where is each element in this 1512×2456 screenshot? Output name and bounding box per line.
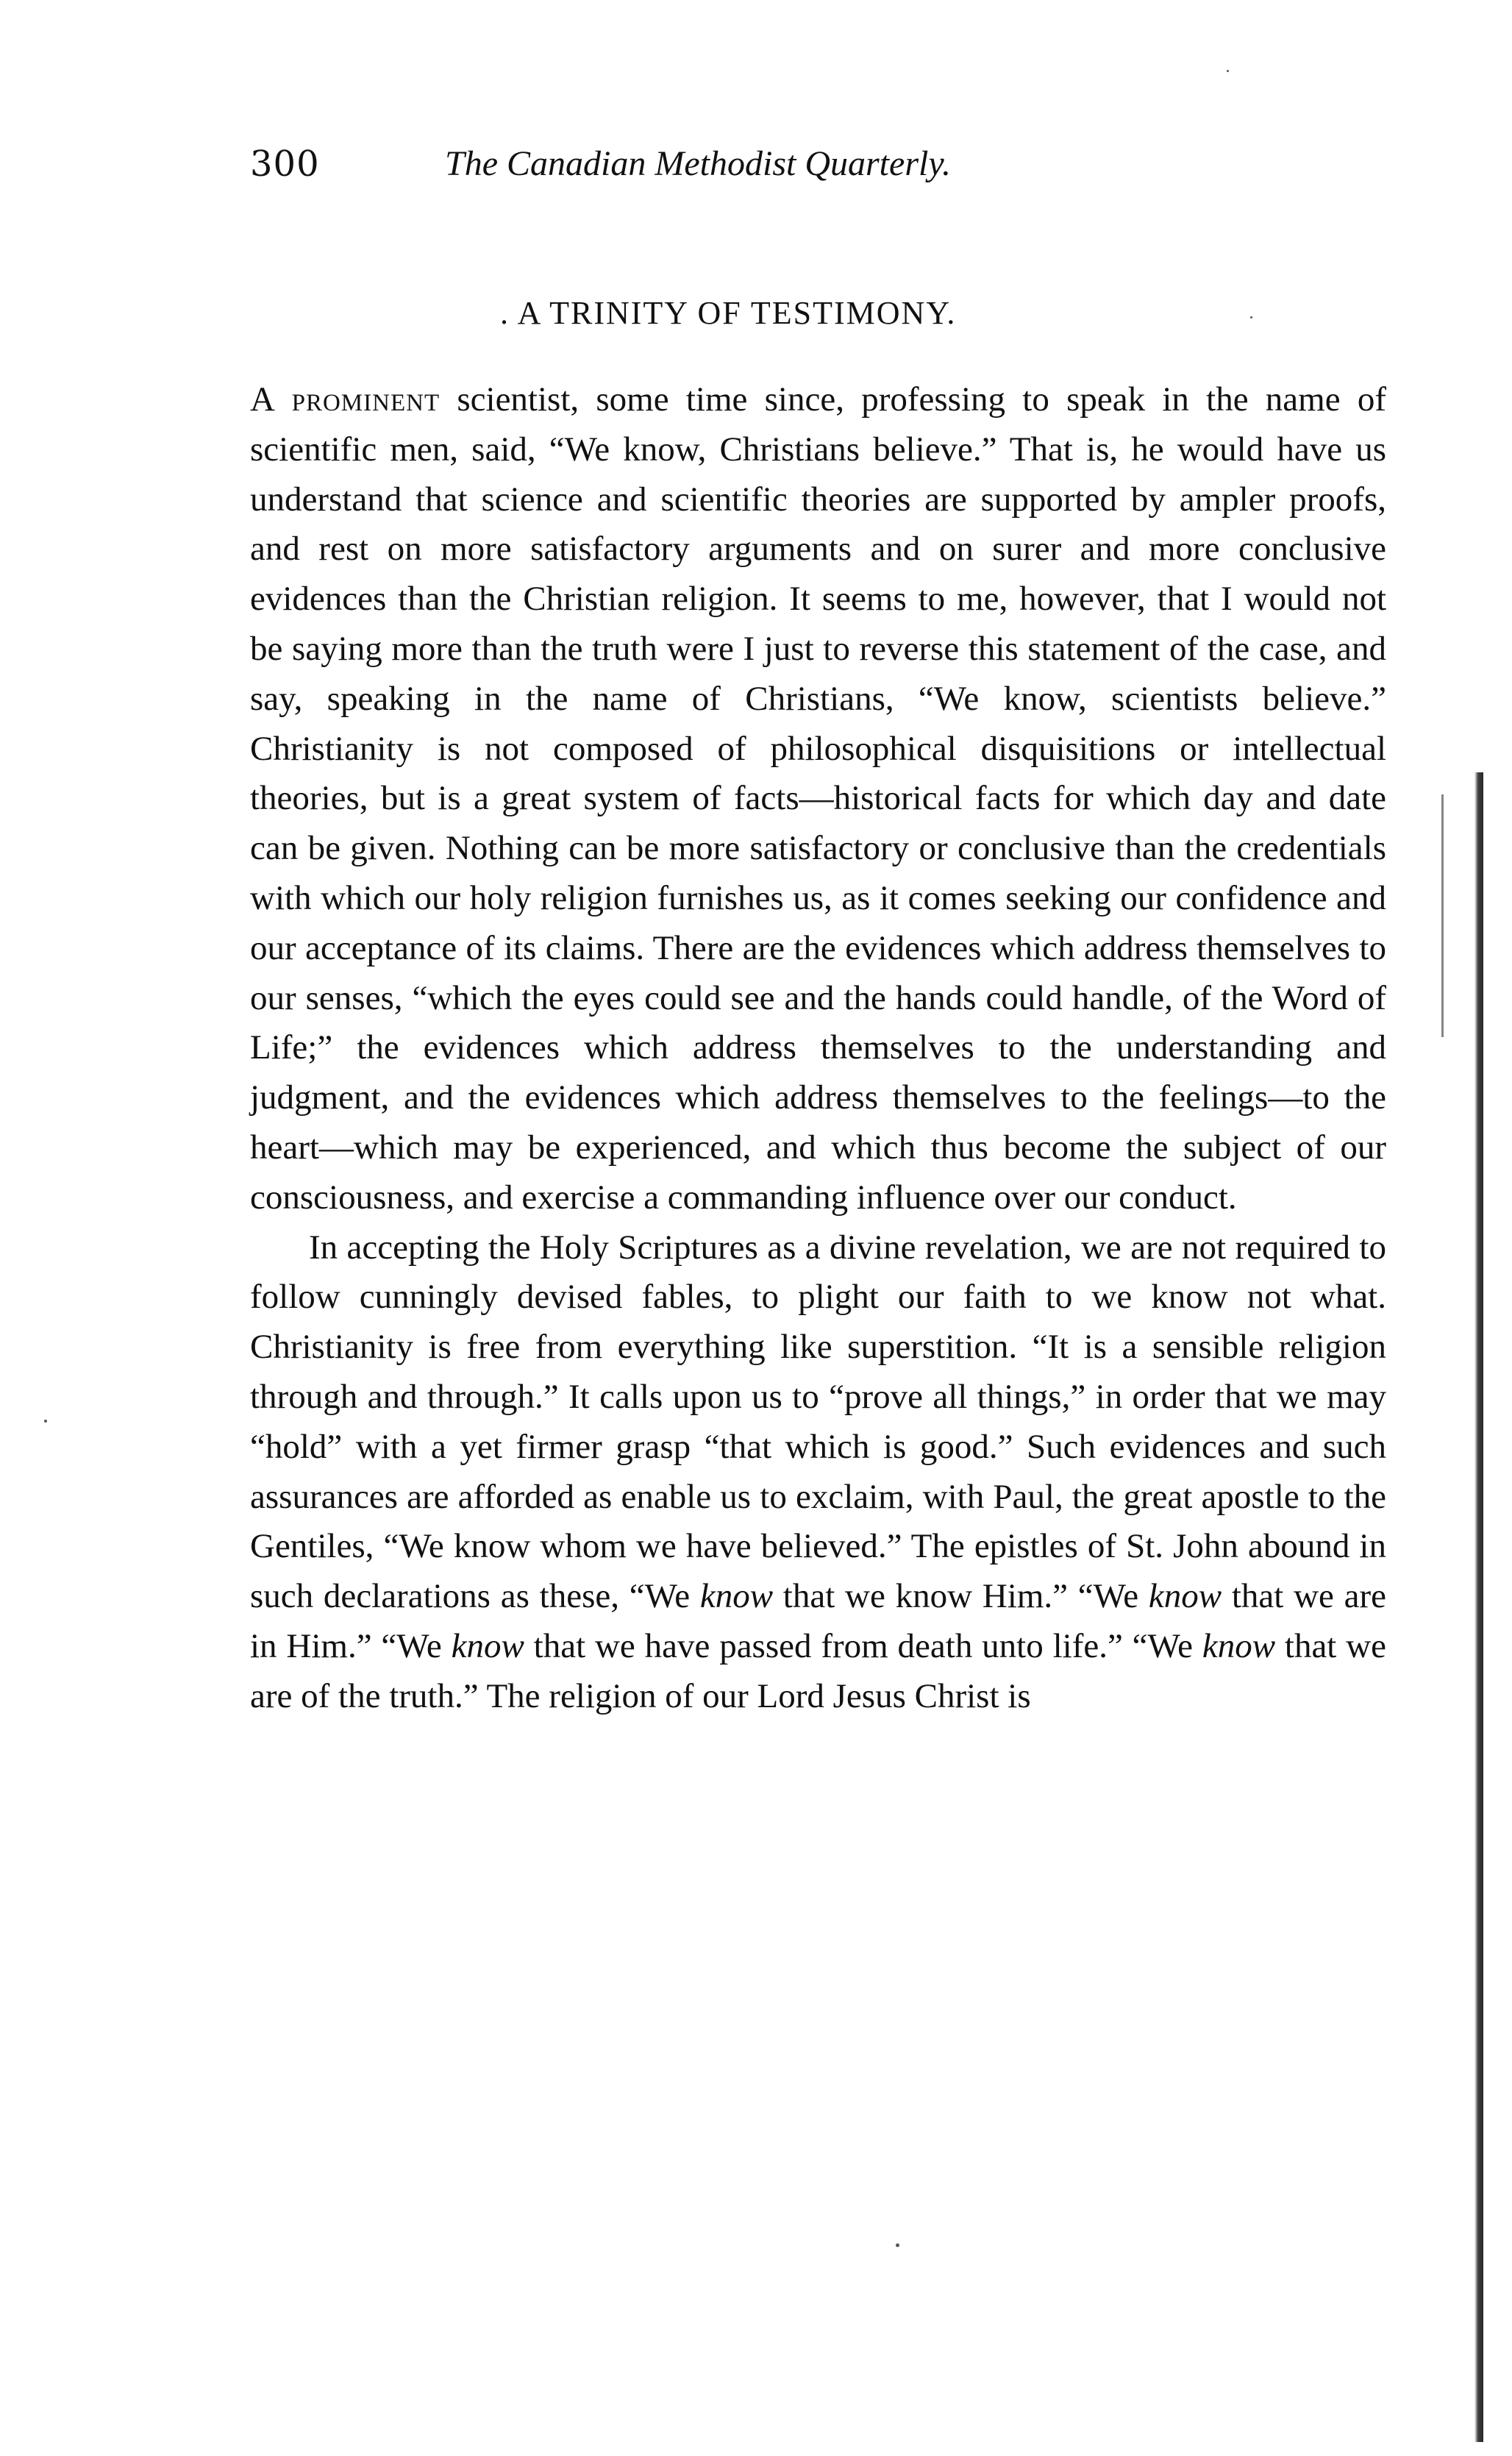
paragraph-1-text: scientist, some time since, professing to speak in the name of scientific men, said, “We know, Christians believe.” That is, he would have us understand that science and scientific theories are supported by ampler proofs, and rest on more satisfactory arguments and on surer and more conclusive evidences than the Christian religion. It seems to me, however, that I would not be saying more than the truth were I just to reverse this statement of the case, and say, speaking in the name of Christians, “We know, scientists believe.” Christianity is not composed of philosophical disquisitions or intellectual theories, but is a great system of facts—historical facts for which day and date can be given. Nothing can be more satisfactory or conclusive than the credentials with which our holy religion furnishes us, as it comes seeking our confidence and our acceptance of its claims. There are the evidences which address themselves to our senses, “which the eyes could see and the hands could handle, of the Word of Life;” the evidences which address themselves to the understanding and judgment, and the evidences which address themselves to the feelings—to the heart—which may be experienced, and which thus become the subject of our consciousness, and exercise a commanding influence over our conduct. <box>250 380 1386 1217</box>
paragraph-2-text-3: that we are in Him.” “We <box>250 1577 1387 1665</box>
page-edge-line <box>1441 794 1444 1037</box>
page-number: 300 <box>250 143 320 185</box>
scan-speck <box>1250 316 1252 318</box>
emphasis-know: know <box>699 1577 774 1616</box>
paragraph-2-text-5: that we are of the truth.” The religion of our Lord Jesus Christ is <box>250 1626 1387 1715</box>
emphasis-know: know <box>1202 1626 1276 1665</box>
running-head <box>250 143 1397 195</box>
paragraph-1 <box>250 375 1386 1223</box>
paragraph-2 <box>250 1223 1386 1722</box>
scan-speck <box>1227 70 1229 72</box>
paragraph-2-text-2: that we know Him.” “We <box>773 1577 1149 1616</box>
scan-speck <box>44 1420 47 1423</box>
article-body <box>250 375 1386 1722</box>
page-edge-shadow <box>1474 772 1483 2442</box>
paragraph-2-text-1: In accepting the Holy Scriptures as a divine revelation, we are not required to follow cunningly devised fables, to plight our faith to we know not what. Christianity is free from everything like superstition. “It is a sensible religion through and through.” It calls upon us to “prove all things,” in order that we may “hold” with a yet firmer grasp “that which is good.” Such evidences and such assurances are afforded as enable us to exclaim, with Paul, the great apostle to the Gentiles, “We know whom we have believed.” The epistles of St. John abound in such declarations as these, “We <box>250 1228 1386 1616</box>
article-title: . A TRINITY OF TESTIMONY. <box>500 295 957 331</box>
emphasis-know: know <box>451 1626 524 1665</box>
paragraph-lead-words: A prominent <box>250 380 441 419</box>
paragraph-2-text-4: that we have passed from death unto life.” “We <box>524 1626 1202 1665</box>
emphasis-know: know <box>1148 1577 1222 1616</box>
scan-speck <box>896 2243 899 2247</box>
journal-title: The Canadian Methodist Quarterly. <box>445 144 951 183</box>
